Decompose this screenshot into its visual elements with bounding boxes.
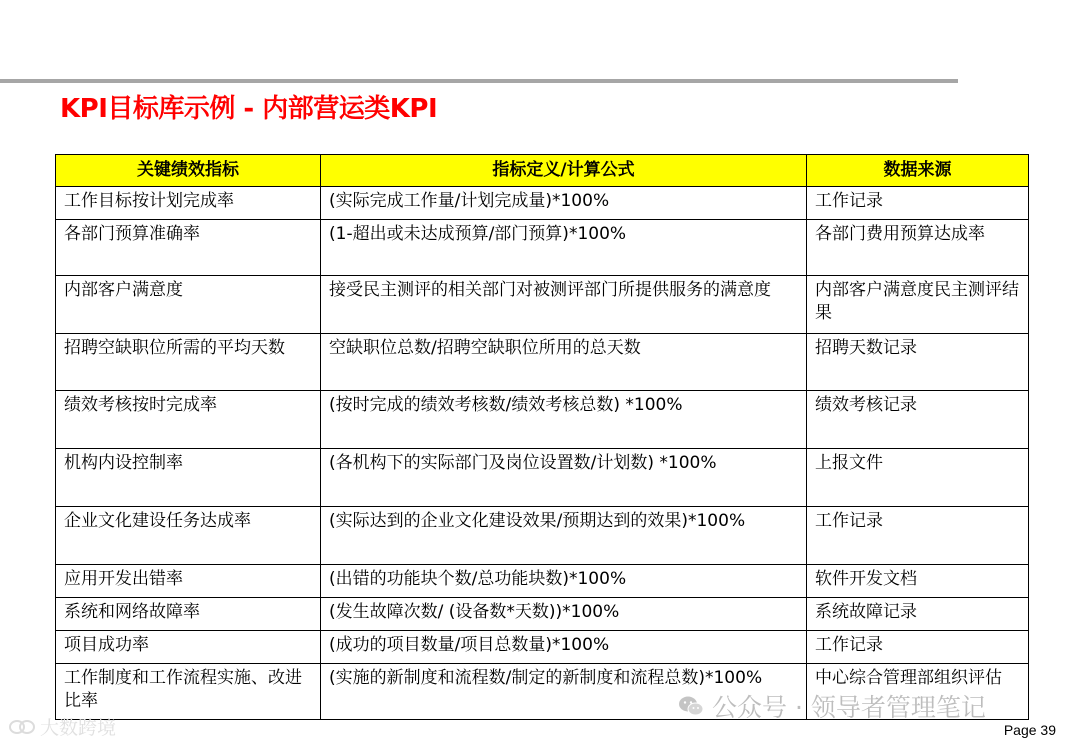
kpi-cell: 绩效考核按时完成率 — [56, 391, 321, 449]
source-cell: 上报文件 — [807, 449, 1029, 507]
formula-cell: (各机构下的实际部门及岗位设置数/计划数) *100% — [321, 449, 807, 507]
formula-cell: (出错的功能块个数/总功能块数)*100% — [321, 565, 807, 598]
formula-cell: (1-超出或未达成预算/部门预算)*100% — [321, 220, 807, 276]
kpi-cell: 应用开发出错率 — [56, 565, 321, 598]
source-cell: 绩效考核记录 — [807, 391, 1029, 449]
source-cell: 内部客户满意度民主测评结果 — [807, 276, 1029, 334]
kpi-cell: 项目成功率 — [56, 631, 321, 664]
brand-mark-icon — [8, 718, 36, 736]
table-row — [56, 187, 1029, 220]
table-row — [56, 220, 1029, 276]
table-row — [56, 598, 1029, 631]
top-divider — [0, 79, 958, 83]
formula-cell: (成功的项目数量/项目总数量)*100% — [321, 631, 807, 664]
table-row — [56, 631, 1029, 664]
formula-cell: (实施的新制度和流程数/制定的新制度和流程总数)*100% — [321, 664, 807, 720]
formula-cell: (按时完成的绩效考核数/绩效考核总数) *100% — [321, 391, 807, 449]
formula-cell: 空缺职位总数/招聘空缺职位所用的总天数 — [321, 334, 807, 391]
table-row — [56, 507, 1029, 565]
wechat-icon — [678, 695, 704, 717]
source-cell: 中心综合管理部组织评估 — [807, 664, 1029, 720]
kpi-cell: 机构内设控制率 — [56, 449, 321, 507]
source-cell: 招聘天数记录 — [807, 334, 1029, 391]
kpi-cell: 招聘空缺职位所需的平均天数 — [56, 334, 321, 391]
source-cell: 工作记录 — [807, 507, 1029, 565]
kpi-cell: 系统和网络故障率 — [56, 598, 321, 631]
source-cell: 工作记录 — [807, 631, 1029, 664]
brand-logo — [8, 713, 116, 740]
source-cell: 各部门费用预算达成率 — [807, 220, 1029, 276]
table-row — [56, 565, 1029, 598]
source-cell: 工作记录 — [807, 187, 1029, 220]
brand-logo-text: 大数跨境 — [40, 717, 117, 739]
formula-cell: (发生故障次数/ (设备数*天数))*100% — [321, 598, 807, 631]
kpi-cell: 各部门预算准确率 — [56, 220, 321, 276]
source-cell: 系统故障记录 — [807, 598, 1029, 631]
table-header-row — [56, 155, 1029, 187]
header-formula: 指标定义/计算公式 — [321, 155, 807, 187]
kpi-cell: 工作目标按计划完成率 — [56, 187, 321, 220]
table-row — [56, 391, 1029, 449]
kpi-cell: 工作制度和工作流程实施、改进比率 — [56, 664, 321, 720]
kpi-cell: 企业文化建设任务达成率 — [56, 507, 321, 565]
slide-title: KPI目标库示例 - 内部营运类KPI — [60, 94, 438, 124]
formula-cell: (实际达到的企业文化建设效果/预期达到的效果)*100% — [321, 507, 807, 565]
table-row — [56, 449, 1029, 507]
kpi-cell: 内部客户满意度 — [56, 276, 321, 334]
page-number: Page 39 — [1003, 722, 1056, 738]
table-row — [56, 276, 1029, 334]
formula-cell: (实际完成工作量/计划完成量)*100% — [321, 187, 807, 220]
watermark-text: 公众号 · 领导者管理笔记 — [712, 693, 986, 722]
formula-cell: 接受民主测评的相关部门对被测评部门所提供服务的满意度 — [321, 276, 807, 334]
kpi-table — [55, 154, 1029, 720]
table-row — [56, 334, 1029, 391]
watermark — [678, 688, 986, 724]
source-cell: 软件开发文档 — [807, 565, 1029, 598]
header-source: 数据来源 — [807, 155, 1029, 187]
header-kpi: 关键绩效指标 — [56, 155, 321, 187]
